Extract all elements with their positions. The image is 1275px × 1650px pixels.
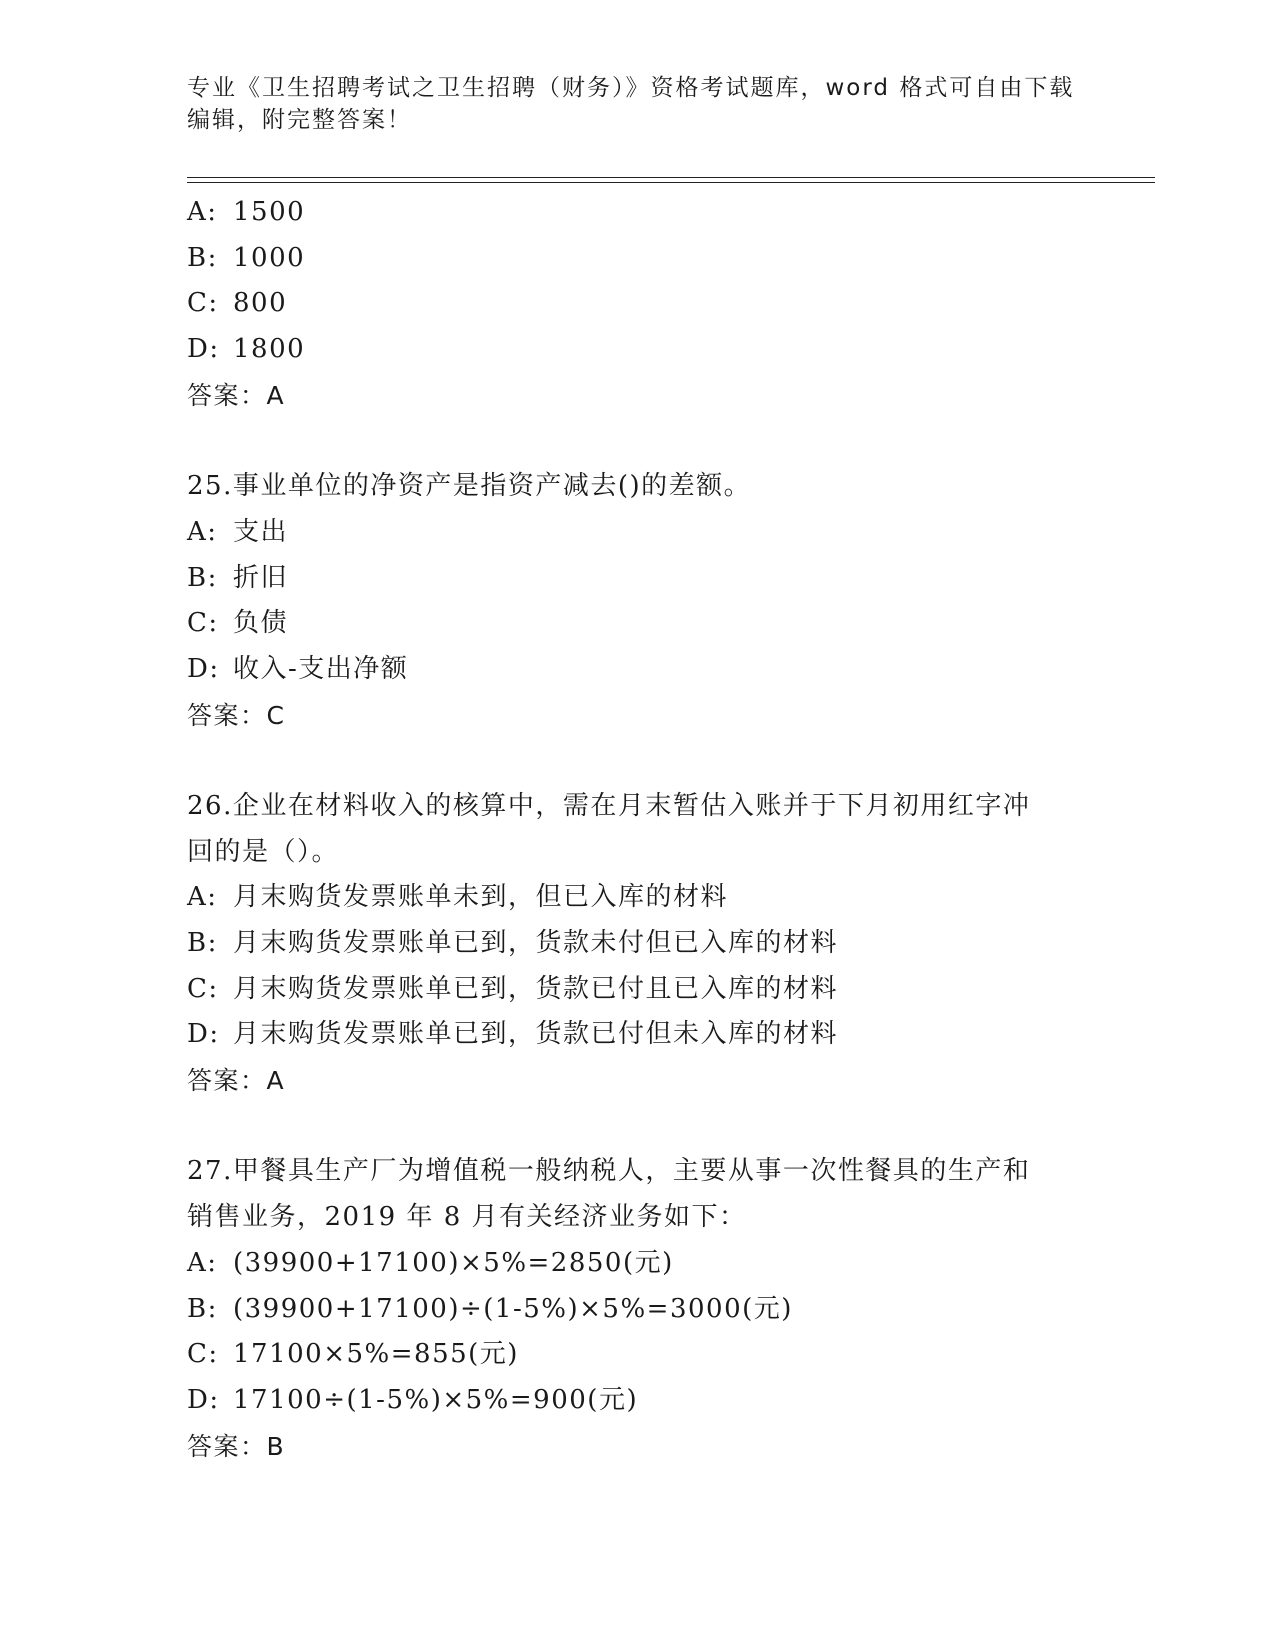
option-text: (39900+17100)×5%=2850(元) — [233, 1247, 674, 1278]
option-b — [187, 236, 1087, 282]
option-text: 17100×5%=855(元) — [233, 1339, 519, 1370]
option-text: 1000 — [233, 242, 306, 273]
answer: 答案：C — [187, 700, 286, 730]
answer: 答案：B — [187, 1431, 286, 1461]
option-a — [187, 190, 1087, 236]
option-c — [187, 1332, 1087, 1378]
question-26 — [187, 784, 1087, 1104]
question-27 — [187, 1149, 1087, 1469]
option-b — [187, 556, 1087, 602]
option-b — [187, 921, 1087, 967]
option-c — [187, 281, 1087, 327]
option-letter: D: — [187, 1019, 220, 1050]
option-text: 负债 — [233, 608, 289, 639]
document-header — [187, 72, 1087, 136]
answer: 答案：A — [187, 380, 286, 410]
answer: 答案：A — [187, 1066, 286, 1096]
option-d — [187, 1378, 1087, 1424]
question-list — [187, 190, 1087, 1469]
option-c — [187, 967, 1087, 1013]
header-divider-top — [187, 177, 1155, 178]
option-letter: A: — [187, 882, 218, 913]
option-a — [187, 1241, 1087, 1287]
option-letter: A: — [187, 1247, 218, 1278]
option-letter: C: — [187, 1339, 219, 1370]
option-text: 支出 — [233, 516, 289, 547]
header-line-2: 编辑，附完整答案！ — [187, 107, 412, 133]
option-letter: A: — [187, 197, 218, 227]
question-25 — [187, 464, 1087, 738]
option-text: 1500 — [233, 197, 306, 227]
option-letter: B: — [187, 1293, 218, 1324]
spacer — [187, 1104, 1087, 1150]
option-a — [187, 875, 1087, 921]
question-text: 25.事业单位的净资产是指资产减去()的差额。 — [187, 471, 752, 502]
option-c — [187, 601, 1087, 647]
option-letter: C: — [187, 288, 219, 319]
header-line-1: 专业《卫生招聘考试之卫生招聘（财务）》资格考试题库，word 格式可自由下载 — [187, 75, 1075, 101]
option-text: 17100÷(1-5%)×5%=900(元) — [233, 1384, 639, 1415]
question-text-line-2: 回的是（）。 — [187, 836, 340, 867]
option-b — [187, 1287, 1087, 1333]
option-text: 月末购货发票账单已到，货款已付但未入库的材料 — [233, 1019, 839, 1050]
option-letter: B: — [187, 928, 218, 958]
option-text: 折旧 — [233, 562, 289, 593]
option-a — [187, 510, 1087, 556]
option-letter: B: — [187, 562, 218, 593]
option-text: 800 — [233, 288, 288, 319]
question-text-line-2: 销售业务，2019 年 8 月有关经济业务如下： — [187, 1202, 747, 1233]
option-text: 月末购货发票账单已到，货款已付且已入库的材料 — [233, 973, 839, 1004]
option-text: 1800 — [233, 334, 306, 365]
header-divider-bottom — [187, 182, 1155, 183]
option-text: (39900+17100)÷(1-5%)×5%=3000(元) — [233, 1293, 793, 1324]
option-letter: D: — [187, 334, 220, 365]
spacer — [187, 738, 1087, 784]
option-letter: C: — [187, 973, 219, 1004]
option-d — [187, 647, 1087, 693]
question-text-line-1: 26.企业在材料收入的核算中，需在月末暂估入账并于下月初用红字冲 — [187, 790, 1031, 821]
option-d — [187, 1012, 1087, 1058]
question-text-line-1: 27.甲餐具生产厂为增值税一般纳税人，主要从事一次性餐具的生产和 — [187, 1156, 1031, 1187]
question-24 — [187, 190, 1087, 418]
option-letter: A: — [187, 516, 218, 547]
option-text: 收入-支出净额 — [233, 653, 409, 684]
option-letter: B: — [187, 242, 218, 273]
option-letter: D: — [187, 1384, 220, 1415]
option-d — [187, 327, 1087, 373]
option-text: 月末购货发票账单已到，货款未付但已入库的材料 — [233, 928, 839, 958]
option-letter: D: — [187, 653, 220, 684]
spacer — [187, 418, 1087, 464]
option-letter: C: — [187, 608, 219, 639]
option-text: 月末购货发票账单未到，但已入库的材料 — [233, 882, 729, 913]
